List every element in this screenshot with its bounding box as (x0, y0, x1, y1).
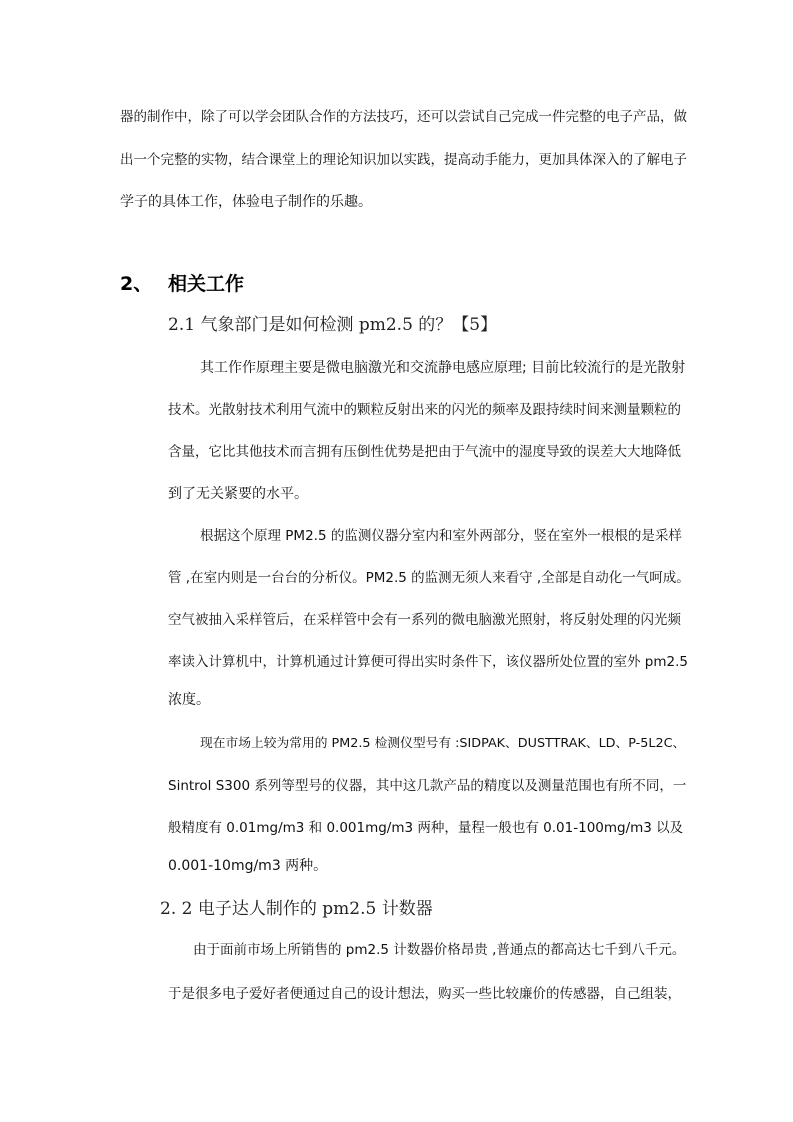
para-line: 现在市场上较为常用的 PM2.5 检测仪型号有 :SIDPAK、DUSTTRAK、LD、P-5L2C、 (200, 736, 686, 751)
section-heading (120, 272, 244, 296)
para-line: 根据这个原理 PM2.5 的监测仪器分室内和室外两部分，竖在室外一根根的是采样 (200, 528, 682, 544)
intro-line-3: 学子的具体工作，体验电子制作的乐趣。 (120, 194, 372, 210)
subsection-heading-2-2: 2. 2 电子达人制作的 pm2.5 计数器 (160, 899, 433, 919)
para-line: 0.001-10mg/m3 两种。 (168, 858, 328, 874)
para-line: 含量，它比其他技术而言拥有压倒性优势是把由于气流中的湿度导致的误差大大地降低 (168, 444, 681, 460)
para-line: 空气被抽入采样管后，在采样管中会有一系列的微电脑激光照射，将反射处理的闪光频 (168, 612, 681, 628)
section-title: 相关工作 (168, 273, 245, 295)
para-line: Sintrol S300 系列等型号的仪器，其中这几款产品的精度以及测量范围也有所不同，一 (168, 778, 687, 794)
intro-line-1: 器的制作中，除了可以学会团队合作的方法技巧，还可以尝试自己完成一件完整的电子产品，做 (120, 109, 687, 125)
para-line: 率读入计算机中，计算机通过计算便可得出实时条件下，该仪器所处位置的室外 pm2.5 (168, 654, 688, 670)
para-line: 于是很多电子爱好者便通过自己的设计想法，购买一些比较廉价的传感器，自己组装， (168, 986, 681, 1002)
para-line: 其工作作原理主要是微电脑激光和交流静电感应原理; 目前比较流行的是光散射 (200, 360, 686, 376)
para-line: 技术。光散射技术利用气流中的颗粒反射出来的闪光的频率及跟持续时间来测量颗粒的 (168, 402, 681, 418)
para-line: 管 ,在室内则是一台台的分析仪。PM2.5 的监测无须人来看守 ,全部是自动化一气呵成。 (168, 570, 690, 586)
para-line: 般精度有 0.01mg/m3 和 0.001mg/m3 两种，量程一般也有 0.01-100mg/m3 以及 (168, 820, 684, 836)
intro-line-2: 出一个完整的实物，结合课堂上的理论知识加以实践，提高动手能力，更加具体深入的了解电子 (120, 152, 687, 168)
para-line: 由于面前市场上所销售的 pm2.5 计数器价格昂贵 ,普通点的都高达七千到八千元。 (193, 942, 686, 958)
para-line: 到了无关紧要的水平。 (168, 486, 308, 502)
subsection-heading-2-1: 2.1 气象部门是如何检测 pm2.5 的？【5】 (168, 315, 498, 335)
section-number: 2、 (120, 273, 153, 295)
para-line: 浓度。 (168, 692, 210, 708)
